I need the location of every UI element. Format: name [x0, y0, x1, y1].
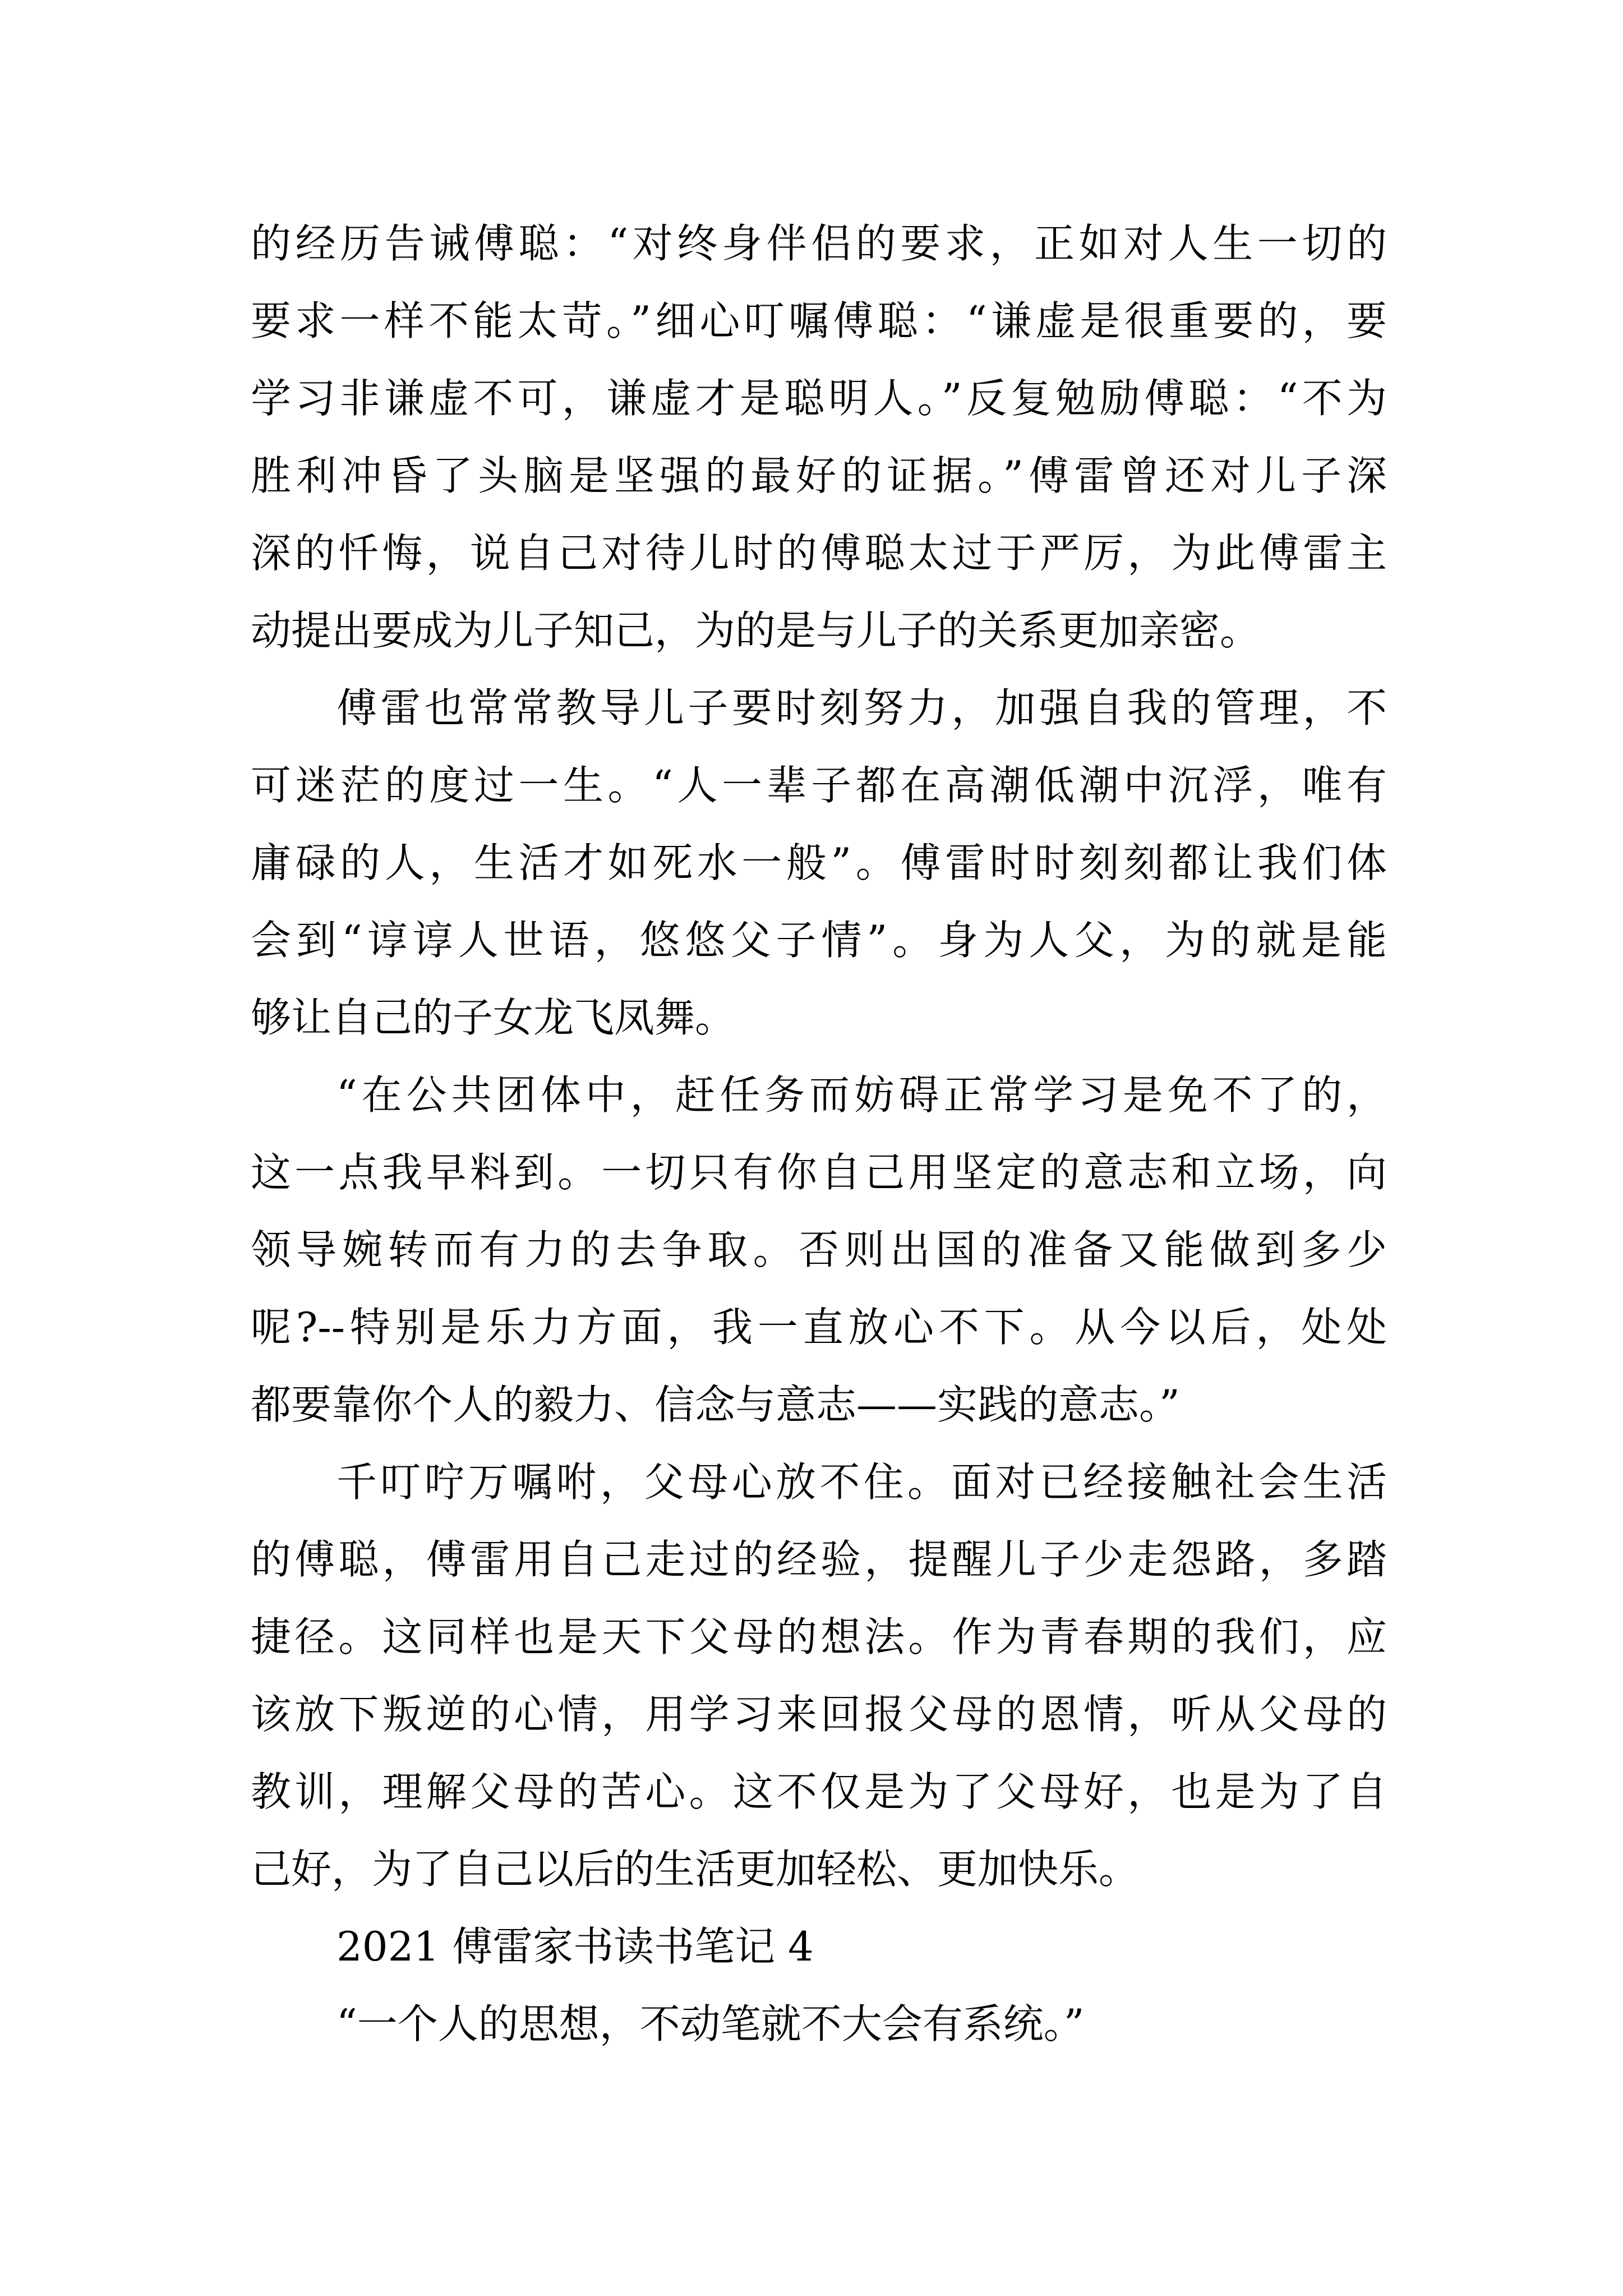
- text-line: 的傅聪，傅雷用自己走过的经验，提醒儿子少走怨路，多踏: [251, 1536, 1387, 1583]
- text-line: 己好，为了自己以后的生活更加轻松、更加快乐。: [251, 1846, 1140, 1893]
- document-body: [251, 205, 1387, 2063]
- paragraph: [251, 1443, 1387, 1908]
- section-heading: [251, 1908, 1387, 1985]
- text-line: 教训，理解父母的苦心。这不仅是为了父母好，也是为了自: [251, 1768, 1387, 1815]
- paragraph: [251, 205, 1387, 669]
- paragraph: [251, 1985, 1387, 2063]
- text-line: “在公共团体中，赶任务而妨碍正常学习是免不了的，: [336, 1071, 1387, 1119]
- text-line: 领导婉转而有力的去争取。否则出国的准备又能做到多少: [251, 1226, 1387, 1273]
- text-line: 学习非谦虚不可，谦虚才是聪明人。”反复勉励傅聪：“不为: [251, 375, 1387, 422]
- text-line: 够让自己的子女龙飞凤舞。: [251, 994, 736, 1041]
- paragraph: [251, 669, 1387, 1056]
- text-line: 会到“谆谆人世语，悠悠父子情”。身为人父，为的就是能: [251, 917, 1387, 964]
- text-line: 2021 傅雷家书读书笔记 4: [336, 1923, 814, 1970]
- paragraph: [251, 1056, 1387, 1443]
- text-line: 该放下叛逆的心情，用学习来回报父母的恩情，听从父母的: [251, 1691, 1387, 1738]
- text-line: 要求一样不能太苛。”细心叮嘱傅聪：“谦虚是很重要的，要: [251, 297, 1387, 344]
- text-line: 都要靠你个人的毅力、信念与意志——实践的意志。”: [251, 1381, 1180, 1428]
- text-line: 呢?--特别是乐力方面，我一直放心不下。从今以后，处处: [251, 1304, 1387, 1351]
- text-line: “一个人的思想，不动笔就不大会有系统。”: [336, 2000, 1085, 2047]
- text-line: 可迷茫的度过一生。“人一辈子都在高潮低潮中沉浮，唯有: [251, 762, 1387, 809]
- text-line: 胜利冲昏了头脑是坚强的最好的证据。”傅雷曾还对儿子深: [251, 452, 1387, 499]
- text-line: 深的忏悔，说自己对待儿时的傅聪太过于严厉，为此傅雷主: [251, 530, 1387, 577]
- text-line: 庸碌的人，生活才如死水一般”。傅雷时时刻刻都让我们体: [251, 839, 1387, 886]
- text-line: 千叮咛万嘱咐，父母心放不住。面对已经接触社会生活: [336, 1458, 1387, 1506]
- text-line: 傅雷也常常教导儿子要时刻努力，加强自我的管理，不: [336, 684, 1387, 731]
- text-line: 动提出要成为儿子知己，为的是与儿子的关系更加亲密。: [251, 607, 1261, 654]
- text-line: 这一点我早料到。一切只有你自己用坚定的意志和立场，向: [251, 1149, 1387, 1196]
- text-line: 的经历告诫傅聪：“对终身伴侣的要求，正如对人生一切的: [251, 220, 1387, 267]
- text-line: 捷径。这同样也是天下父母的想法。作为青春期的我们，应: [251, 1613, 1387, 1660]
